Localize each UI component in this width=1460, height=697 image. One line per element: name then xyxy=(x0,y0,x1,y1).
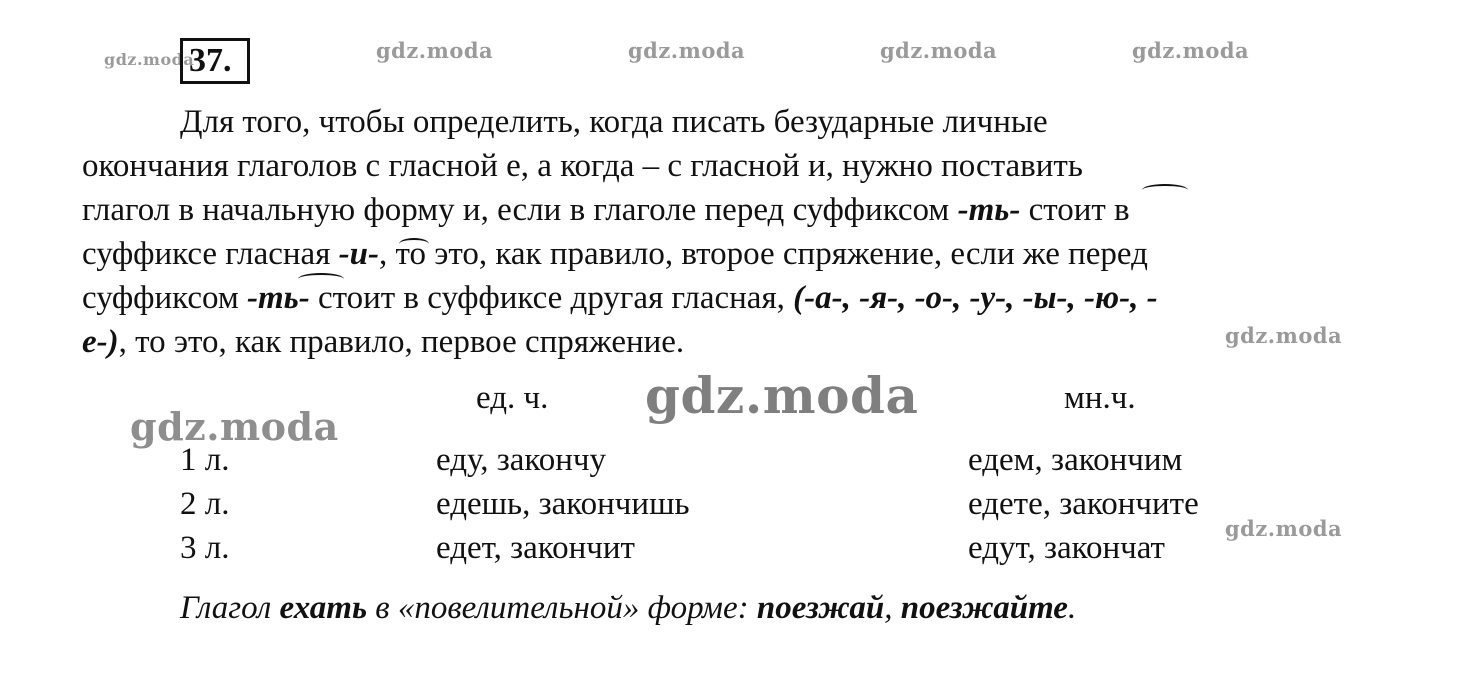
vowel-marker: -и- xyxy=(338,236,379,272)
text: , то это, как правило, второе спряжение, если же перед xyxy=(378,236,1148,272)
row-person: 1 л. xyxy=(180,442,230,478)
imperative-word: поезжайте xyxy=(900,590,1068,626)
row-person: 2 л. xyxy=(180,486,230,522)
suffix-arc-mark xyxy=(298,273,344,285)
row-plural: едут, закончат xyxy=(968,530,1165,566)
imperative-note xyxy=(180,590,1076,627)
text: , то это, как правило, первое спряжение. xyxy=(118,324,685,360)
watermark: gdz.moda xyxy=(880,38,998,63)
paragraph-line-2 xyxy=(82,144,1083,188)
header-plural: мн.ч. xyxy=(1064,380,1136,416)
watermark: gdz.moda xyxy=(1225,323,1343,348)
row-singular: едешь, закончишь xyxy=(436,486,690,522)
text: стоит в суффиксе другая гласная, xyxy=(309,280,794,316)
suffix-marker: -ть- xyxy=(957,192,1021,228)
text: Глагол xyxy=(180,590,280,626)
watermark: gdz.moda xyxy=(130,404,339,449)
watermark: gdz.moda xyxy=(104,50,195,69)
watermark: gdz.moda xyxy=(1225,516,1343,541)
paragraph-line-3 xyxy=(82,188,1130,232)
vowel-list: (-а-, -я-, -о-, -у-, -ы-, -ю-, - xyxy=(793,280,1158,316)
watermark: gdz.moda xyxy=(628,38,746,63)
header-singular: ед. ч. xyxy=(476,380,549,416)
text: окончания глаголов с гласной е, а когда – с гласной и, нужно поставить xyxy=(82,148,1083,184)
text: стоит в xyxy=(1020,192,1130,228)
vowel-list: е-) xyxy=(82,324,119,360)
suffix-arc-mark xyxy=(1142,184,1188,196)
paragraph-line-5 xyxy=(82,276,1158,320)
suffix-marker: -ть- xyxy=(246,280,310,316)
row-person: 3 л. xyxy=(180,530,230,566)
watermark: gdz.moda xyxy=(1132,38,1250,63)
text: Для того, чтобы определить, когда писать безударные личные xyxy=(180,104,1048,140)
paragraph-line-6 xyxy=(82,320,684,364)
suffix-arc-mark xyxy=(399,238,429,250)
row-singular: еду, закончу xyxy=(436,442,606,478)
text: в «повелительной» форме: xyxy=(367,590,757,626)
row-plural: едете, закончите xyxy=(968,486,1199,522)
exercise-number: 37. xyxy=(180,38,250,84)
row-plural: едем, закончим xyxy=(968,442,1183,478)
text: суффиксе гласная xyxy=(82,236,339,272)
row-singular: едет, закончит xyxy=(436,530,635,566)
verb-word: ехать xyxy=(279,590,368,626)
text: глагол в начальную форму и, если в глаголе перед суффиксом xyxy=(82,192,958,228)
paragraph-line-4 xyxy=(82,232,1148,276)
watermark: gdz.moda xyxy=(645,366,919,425)
text: , xyxy=(884,590,901,626)
paragraph-line-1 xyxy=(180,100,1048,144)
watermark: gdz.moda xyxy=(376,38,494,63)
text: . xyxy=(1067,590,1077,626)
imperative-word: поезжай xyxy=(756,590,885,626)
text: суффиксом xyxy=(82,280,247,316)
